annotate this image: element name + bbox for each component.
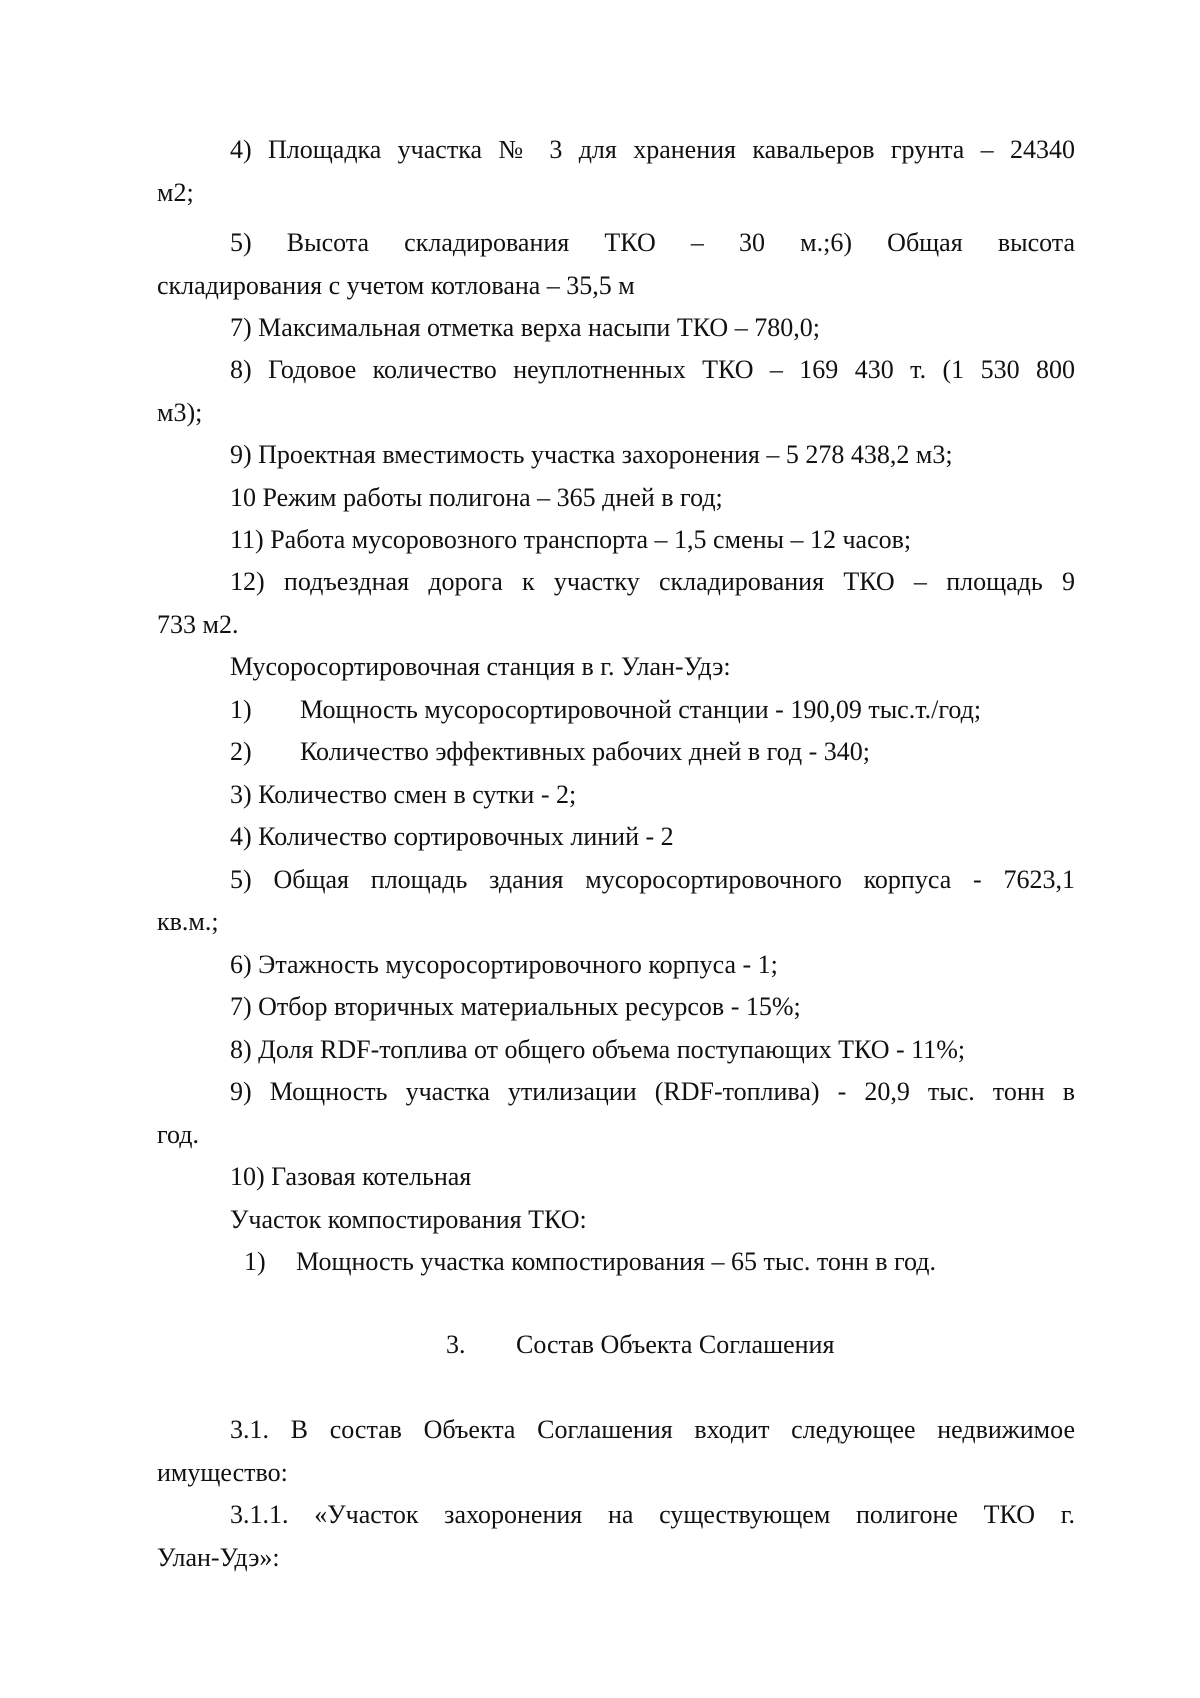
paragraph-line: 8) Годовое количество неуплотненных ТКО – 169 430 т. (1 530 800 bbox=[230, 355, 1075, 384]
numbered-item bbox=[244, 1247, 936, 1277]
section-heading bbox=[446, 1330, 834, 1360]
paragraph-line: 12) подъездная дорога к участку складирования ТКО – площадь 9 bbox=[230, 567, 1075, 596]
heading-title: Состав Объекта Соглашения bbox=[516, 1330, 835, 1359]
paragraph-line: 5) Общая площадь здания мусоросортировочного корпуса - 7623,1 bbox=[230, 865, 1075, 894]
paragraph-line: 10) Газовая котельная bbox=[230, 1162, 472, 1191]
paragraph-line: м2; bbox=[157, 178, 194, 207]
paragraph-line: 10 Режим работы полигона – 365 дней в год; bbox=[230, 483, 723, 512]
paragraph-line: 3.1. В состав Объекта Соглашения входит следующее недвижимое bbox=[230, 1415, 1075, 1444]
numbered-item bbox=[230, 737, 870, 767]
paragraph-line: 8) Доля RDF-топлива от общего объема поступающих ТКО - 11%; bbox=[230, 1035, 966, 1064]
item-number: 2) bbox=[230, 737, 252, 766]
item-number: 1) bbox=[230, 695, 252, 724]
paragraph-line: 7) Максимальная отметка верха насыпи ТКО – 780,0; bbox=[230, 313, 820, 342]
paragraph-line: 9) Проектная вместимость участка захоронения – 5 278 438,2 м3; bbox=[230, 440, 953, 469]
item-text: Количество эффективных рабочих дней в год - 340; bbox=[300, 737, 871, 766]
section-subheading: Участок компостирования ТКО: bbox=[230, 1205, 587, 1234]
paragraph-line: 9) Мощность участка утилизации (RDF-топлива) - 20,9 тыс. тонн в bbox=[230, 1077, 1075, 1106]
item-text: Мощность участка компостирования – 65 тыс. тонн в год. bbox=[296, 1247, 937, 1276]
paragraph-line: 6) Этажность мусоросортировочного корпуса - 1; bbox=[230, 950, 778, 979]
paragraph-line: 7) Отбор вторичных материальных ресурсов - 15%; bbox=[230, 992, 801, 1021]
numbered-item bbox=[230, 695, 981, 725]
paragraph-line: 4) Количество сортировочных линий - 2 bbox=[230, 822, 674, 851]
paragraph-line: 3.1.1. «Участок захоронения на существующем полигоне ТКО г. bbox=[230, 1500, 1075, 1529]
paragraph-line: кв.м.; bbox=[157, 907, 219, 936]
paragraph-line: складирования с учетом котлована – 35,5 м bbox=[157, 271, 635, 300]
section-subheading: Мусоросортировочная станция в г. Улан-Удэ: bbox=[230, 652, 731, 681]
paragraph-line: Улан-Удэ»: bbox=[157, 1543, 280, 1572]
paragraph-line: год. bbox=[157, 1120, 199, 1149]
paragraph-line: имущество: bbox=[157, 1458, 288, 1487]
item-number: 1) bbox=[244, 1247, 266, 1276]
paragraph-line: 4) Площадка участка № 3 для хранения кавальеров грунта – 24340 bbox=[230, 135, 1075, 164]
paragraph-line: 733 м2. bbox=[157, 610, 239, 639]
paragraph-line: 3) Количество смен в сутки - 2; bbox=[230, 780, 577, 809]
item-text: Мощность мусоросортировочной станции - 190,09 тыс.т./год; bbox=[300, 695, 982, 724]
paragraph-line: м3); bbox=[157, 398, 203, 427]
paragraph-line: 5) Высота складирования ТКО – 30 м.;6) Общая высота bbox=[230, 228, 1075, 257]
heading-number: 3. bbox=[446, 1330, 466, 1359]
paragraph-line: 11) Работа мусоровозного транспорта – 1,5 смены – 12 часов; bbox=[230, 525, 912, 554]
